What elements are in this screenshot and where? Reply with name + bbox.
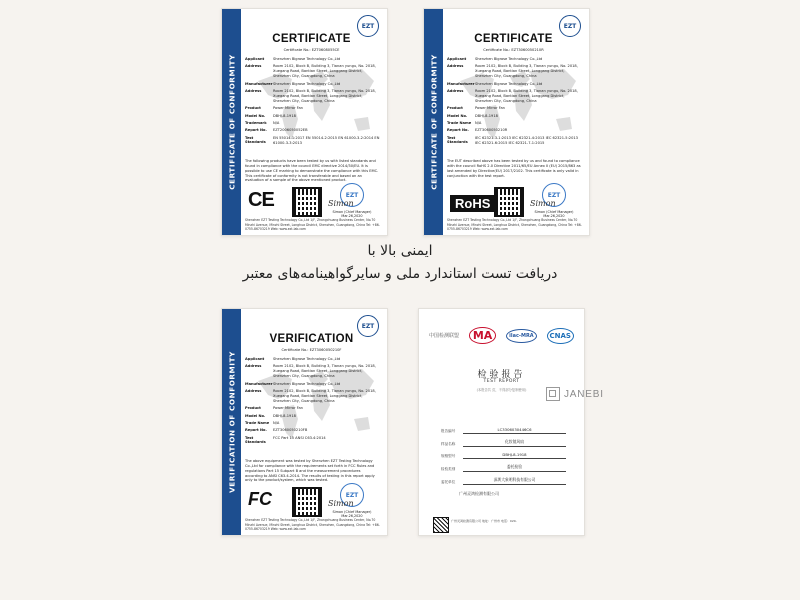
certificate-sidebar: CERTIFICATE OF CONFORMITY	[424, 9, 443, 235]
report-footer: 广州灵鸿检测有限公司 地址：广州市 电话：020-	[451, 519, 517, 523]
qr-code	[494, 187, 524, 217]
test-report	[418, 308, 585, 536]
certificate-title: CERTIFICATE	[474, 33, 553, 45]
certificate-fcc	[221, 308, 388, 536]
certificate-number: Certificate No.: EZT0608055CE	[283, 48, 340, 52]
caption-line-2: دریافت تست استاندارد ملی و سایرگواهینامه‌های معتبر	[242, 266, 558, 282]
rohs-mark: RoHS	[450, 195, 495, 212]
certificate-fields: Applicant Shenzhen Bigrose Technology Co.,Ltd Address Room 2102, Block B, Building 3, Tianan yungu, No. 2018, Xuegang Road, Bantian Street, Longgang District, Shenzhen City, Guangdong, China Manufacturer Shenzhen Bigrose Technology Co.,Ltd Address Room 2102, Block B, Building 3, Tianan yungu, No. 2018, Xuegang Road, Bantian Street, Longgang District, Shenzhen City, Guangdong, China Product Power Mirror Fan Model No. DBHJ-8-1918 Trade Name N/A Report No. EZT3060050210FB Test Standards FCC Part 15 ANSI C63.4:2014	[245, 357, 376, 444]
certificate-title: CERTIFICATE	[272, 33, 351, 45]
certificate-number: Certificate No.: EZT3060050210F	[281, 348, 342, 352]
signer-info: Simon (Chief Manager) Mar.26,2020	[332, 210, 372, 218]
ezt-seal: EZT	[340, 483, 364, 507]
report-note: (本报告共 页，不得部分复制使用)	[476, 388, 527, 392]
cma-alliance-logo: 中国检测联盟	[429, 333, 460, 339]
report-fields: 报告编号 LC3306030446C6 样品名称 化妆镜风扇 规格型号 DBHJ-8-1918 检验类别 委托检验 委托单位 深圳大象明科技有限公司	[441, 427, 566, 490]
certificate-fields: Applicant Shenzhen Bigrose Technology Co.,Ltd Address Room 2102, Block B, Building 3, Tianan yungu, No. 2018, Xuegang Road, Bantian Street, Longgang District, Shenzhen City, Guangdong, China Manufacturer Shenzhen Bigrose Technology Co.,Ltd Address Room 2102, Block B, Building 3, Tianan yungu, No. 2018, Xuegang Road, Bantian Street, Longgang District, Shenzhen City, Guangdong, China Product Power Mirror Fan Model No. DBHJ-8-1918 Trademark N/A Report No. EZT2006050052EB Test Standards EN 55014-1:2017 EN 55014-2:2015 EN 61000-3-2:2014 EN 61000-3-3:2013	[245, 57, 380, 145]
certificate-footer: Shenzhen EZT Testing Technology Co.,Ltd 1/F, Zhongchuang Business Center, No.70 Minzhi Avenue, Minzhi Street, Longhua District, Shenzhen, Guangdong, China Tel: +86-0755-86703219 Web: www.ezt-lab.com	[245, 518, 380, 531]
qr-code	[292, 187, 322, 217]
report-title: 检验报告	[477, 370, 526, 380]
certificate-statement: The following products have been tested by us with listed standards and found in compliance with the council EMC directive 2014/30/EU. It is possible to use CE marking to demonstrate the compliance with this EMC. This certificate of conformity is not transferable and based on an evaluation of a sample of the above mentioned product.	[245, 159, 379, 183]
certificate-statement: The EUT described above has been tested by us and found to compliance with the council RoHS 2.0 Directive 2011/65/EU Annex II (EU) 2015/863 as last amended by Directive(EU) 2017/2102. This certificate is only valid in conjunction with the test report.	[447, 159, 581, 178]
watermark-text: JANEBI	[564, 388, 604, 400]
certificate-sidebar: VERIFICATION OF CONFORMITY	[222, 309, 241, 535]
ilac-mra-logo: ilac-MRA	[506, 329, 537, 343]
ezt-logo: EZT	[357, 315, 379, 337]
certificate-footer: Shenzhen EZT Testing Technology Co.,Ltd 1/F, Zhongchuang Business Center, No.70 Minzhi Avenue, Minzhi Street, Longhua District, Shenzhen, Guangdong, China Tel: +86-0755-86703219 Web: www.ezt-lab.com	[447, 218, 582, 231]
report-qr-code	[433, 517, 449, 533]
caption-line-1: ایمنی بالا با	[367, 243, 433, 259]
janebi-watermark	[546, 387, 604, 401]
report-subtitle: TEST REPORT	[483, 379, 520, 384]
report-lab-name: 广州灵鸿检测有限公司	[459, 491, 499, 496]
qr-code	[292, 487, 322, 517]
ezt-logo: EZT	[559, 15, 581, 37]
ma-logo: MA	[469, 327, 496, 344]
certificate-ce	[221, 8, 388, 236]
ezt-seal: EZT	[340, 183, 364, 207]
certificate-footer: Shenzhen EZT Testing Technology Co.,Ltd 1/F, Zhongchuang Business Center, No.70 Minzhi Avenue, Minzhi Street, Longhua District, Shenzhen, Guangdong, China Tel: +86-0755-86703219 Web: www.ezt-lab.com	[245, 218, 380, 231]
fcc-mark: FC	[248, 489, 272, 509]
certificate-statement: The above equipment was tested by Shenzhen EZT Testing Technology Co.,Ltd for compliance with the requirements set forth in FCC Rules and regulations Part 15 Subpart B and the measurement procedures according to ANSI C63.4-2014. The results of testing in this report apply only to the product/system, which was tested.	[245, 459, 375, 483]
signature: Simon	[328, 499, 354, 508]
certificate-number: Certificate No.: EZT3060050210R	[483, 48, 544, 52]
certificate-title: VERIFICATION	[269, 333, 354, 345]
report-logos	[429, 327, 574, 344]
signer-info: Simon (Chief Manager) Mar.26,2020	[534, 210, 574, 218]
signature: Simon	[328, 199, 354, 208]
janebi-logo-icon	[546, 387, 560, 401]
signer-info: Simon (Chief Manager) Mar.26,2020	[332, 510, 372, 518]
certificate-fields: Applicant Shenzhen Bigrose Technology Co.,Ltd Address Room 2102, Block B, Building 3, Tianan yungu, No. 2018, Xuegang Road, Bantian Street, Longgang District, Shenzhen City, Guangdong, China Manufacturer Shenzhen Bigrose Technology Co.,Ltd Address Room 2102, Block B, Building 3, Tianan yungu, No. 2018, Xuegang Road, Bantian Street, Longgang District, Shenzhen City, Guangdong, China Product Power Mirror Fan Model No. DBHJ-8-1918 Trade Name N/A Report No. EZT3060050210R Test Standards IEC 62321-3-1:2013 IEC 62321-4:2013 IEC 62321-5:2013 IEC 62321-6:2015 IEC 62321-7-1:2015	[447, 57, 578, 145]
signature: Simon	[530, 199, 556, 208]
ezt-logo: EZT	[357, 15, 379, 37]
certificate-rohs	[423, 8, 590, 236]
ezt-seal: EZT	[542, 183, 566, 207]
certificate-sidebar: CERTIFICATE OF CONFORMITY	[222, 9, 241, 235]
ce-mark: CE	[248, 189, 274, 211]
cnas-logo: CNAS	[547, 328, 574, 344]
